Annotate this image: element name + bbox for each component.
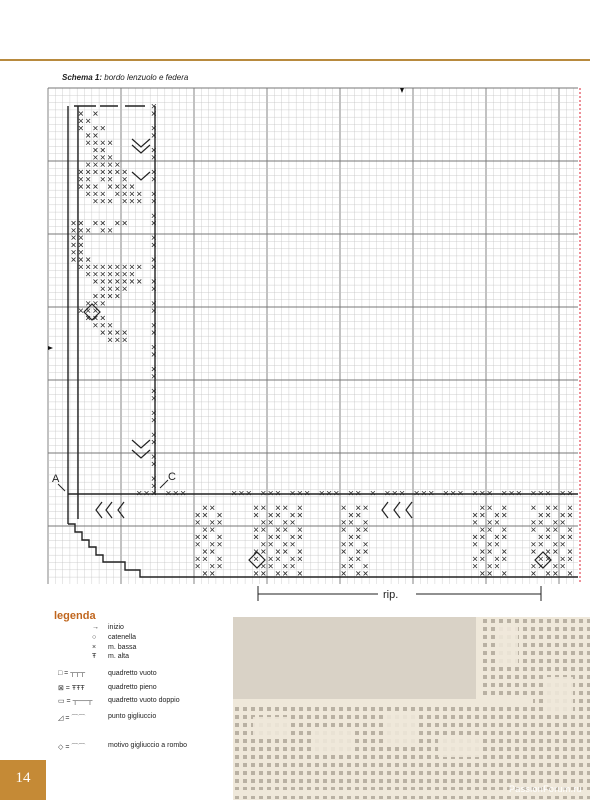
start-arrow-top xyxy=(400,88,404,93)
arrow-c xyxy=(160,480,168,488)
chart-grid xyxy=(48,88,578,584)
legend-label-6: quadretto vuoto doppio xyxy=(108,697,180,704)
legend-label-8: motivo gigliuccio a rombo xyxy=(108,742,187,749)
schema-title-rest: bordo lenzuolo e federa xyxy=(102,73,189,82)
legend-symbol-1: ○ xyxy=(92,634,97,641)
legend-symbol-5: ⊠ = ŦŦŦ xyxy=(58,685,85,692)
start-arrow-left xyxy=(48,346,53,350)
chevron-motif-1 xyxy=(132,139,150,153)
label-c: C xyxy=(168,471,176,483)
legend-label-7: punto gigliuccio xyxy=(108,713,157,720)
page-number: 14 xyxy=(15,770,31,786)
chevron-motif-2 xyxy=(132,172,150,180)
legend-symbol-6: ▭ = ┬──┬ xyxy=(58,698,93,705)
legend-symbol-7: ◿ = ⌒⌒ xyxy=(58,715,86,722)
legend-label-1: catenella xyxy=(108,634,137,641)
crochet-chart xyxy=(0,84,590,609)
legend-symbol-4: □ = ┬┬┬ xyxy=(58,670,86,677)
legend-label-0: inizio xyxy=(108,624,124,631)
legend-label-4: quadretto vuoto xyxy=(108,670,157,677)
legend-label-5: quadretto pieno xyxy=(108,684,157,691)
chevron-motif-h2 xyxy=(382,502,412,518)
legend-symbol-3: Ŧ xyxy=(92,653,97,660)
legend-label-3: m. alta xyxy=(108,653,130,660)
lace-photo xyxy=(233,617,590,800)
legend-symbol-8: ◇ = ⌒⌒ xyxy=(58,744,86,751)
repeat-label: rip. xyxy=(383,589,399,601)
chart-frame xyxy=(0,88,580,601)
lace-photo-image xyxy=(233,617,590,800)
diamond-motif-bottom-2 xyxy=(535,552,551,568)
legend-label-2: m. bassa xyxy=(108,644,137,651)
chevron-motif-3 xyxy=(132,440,150,458)
schema-title-bold: Schema 1: xyxy=(62,73,103,82)
legend-symbol-0: → xyxy=(92,624,99,631)
stepped-corner-line xyxy=(68,524,578,577)
watermark: PassionForum.ru xyxy=(508,784,582,794)
label-a: A xyxy=(52,473,60,485)
top-rule xyxy=(0,59,590,61)
legend-symbol-2: × xyxy=(92,644,97,651)
arrow-a xyxy=(58,484,65,491)
legend-title: legenda xyxy=(54,610,96,622)
schema-title xyxy=(62,73,188,82)
chevron-motif-h1 xyxy=(96,502,124,518)
